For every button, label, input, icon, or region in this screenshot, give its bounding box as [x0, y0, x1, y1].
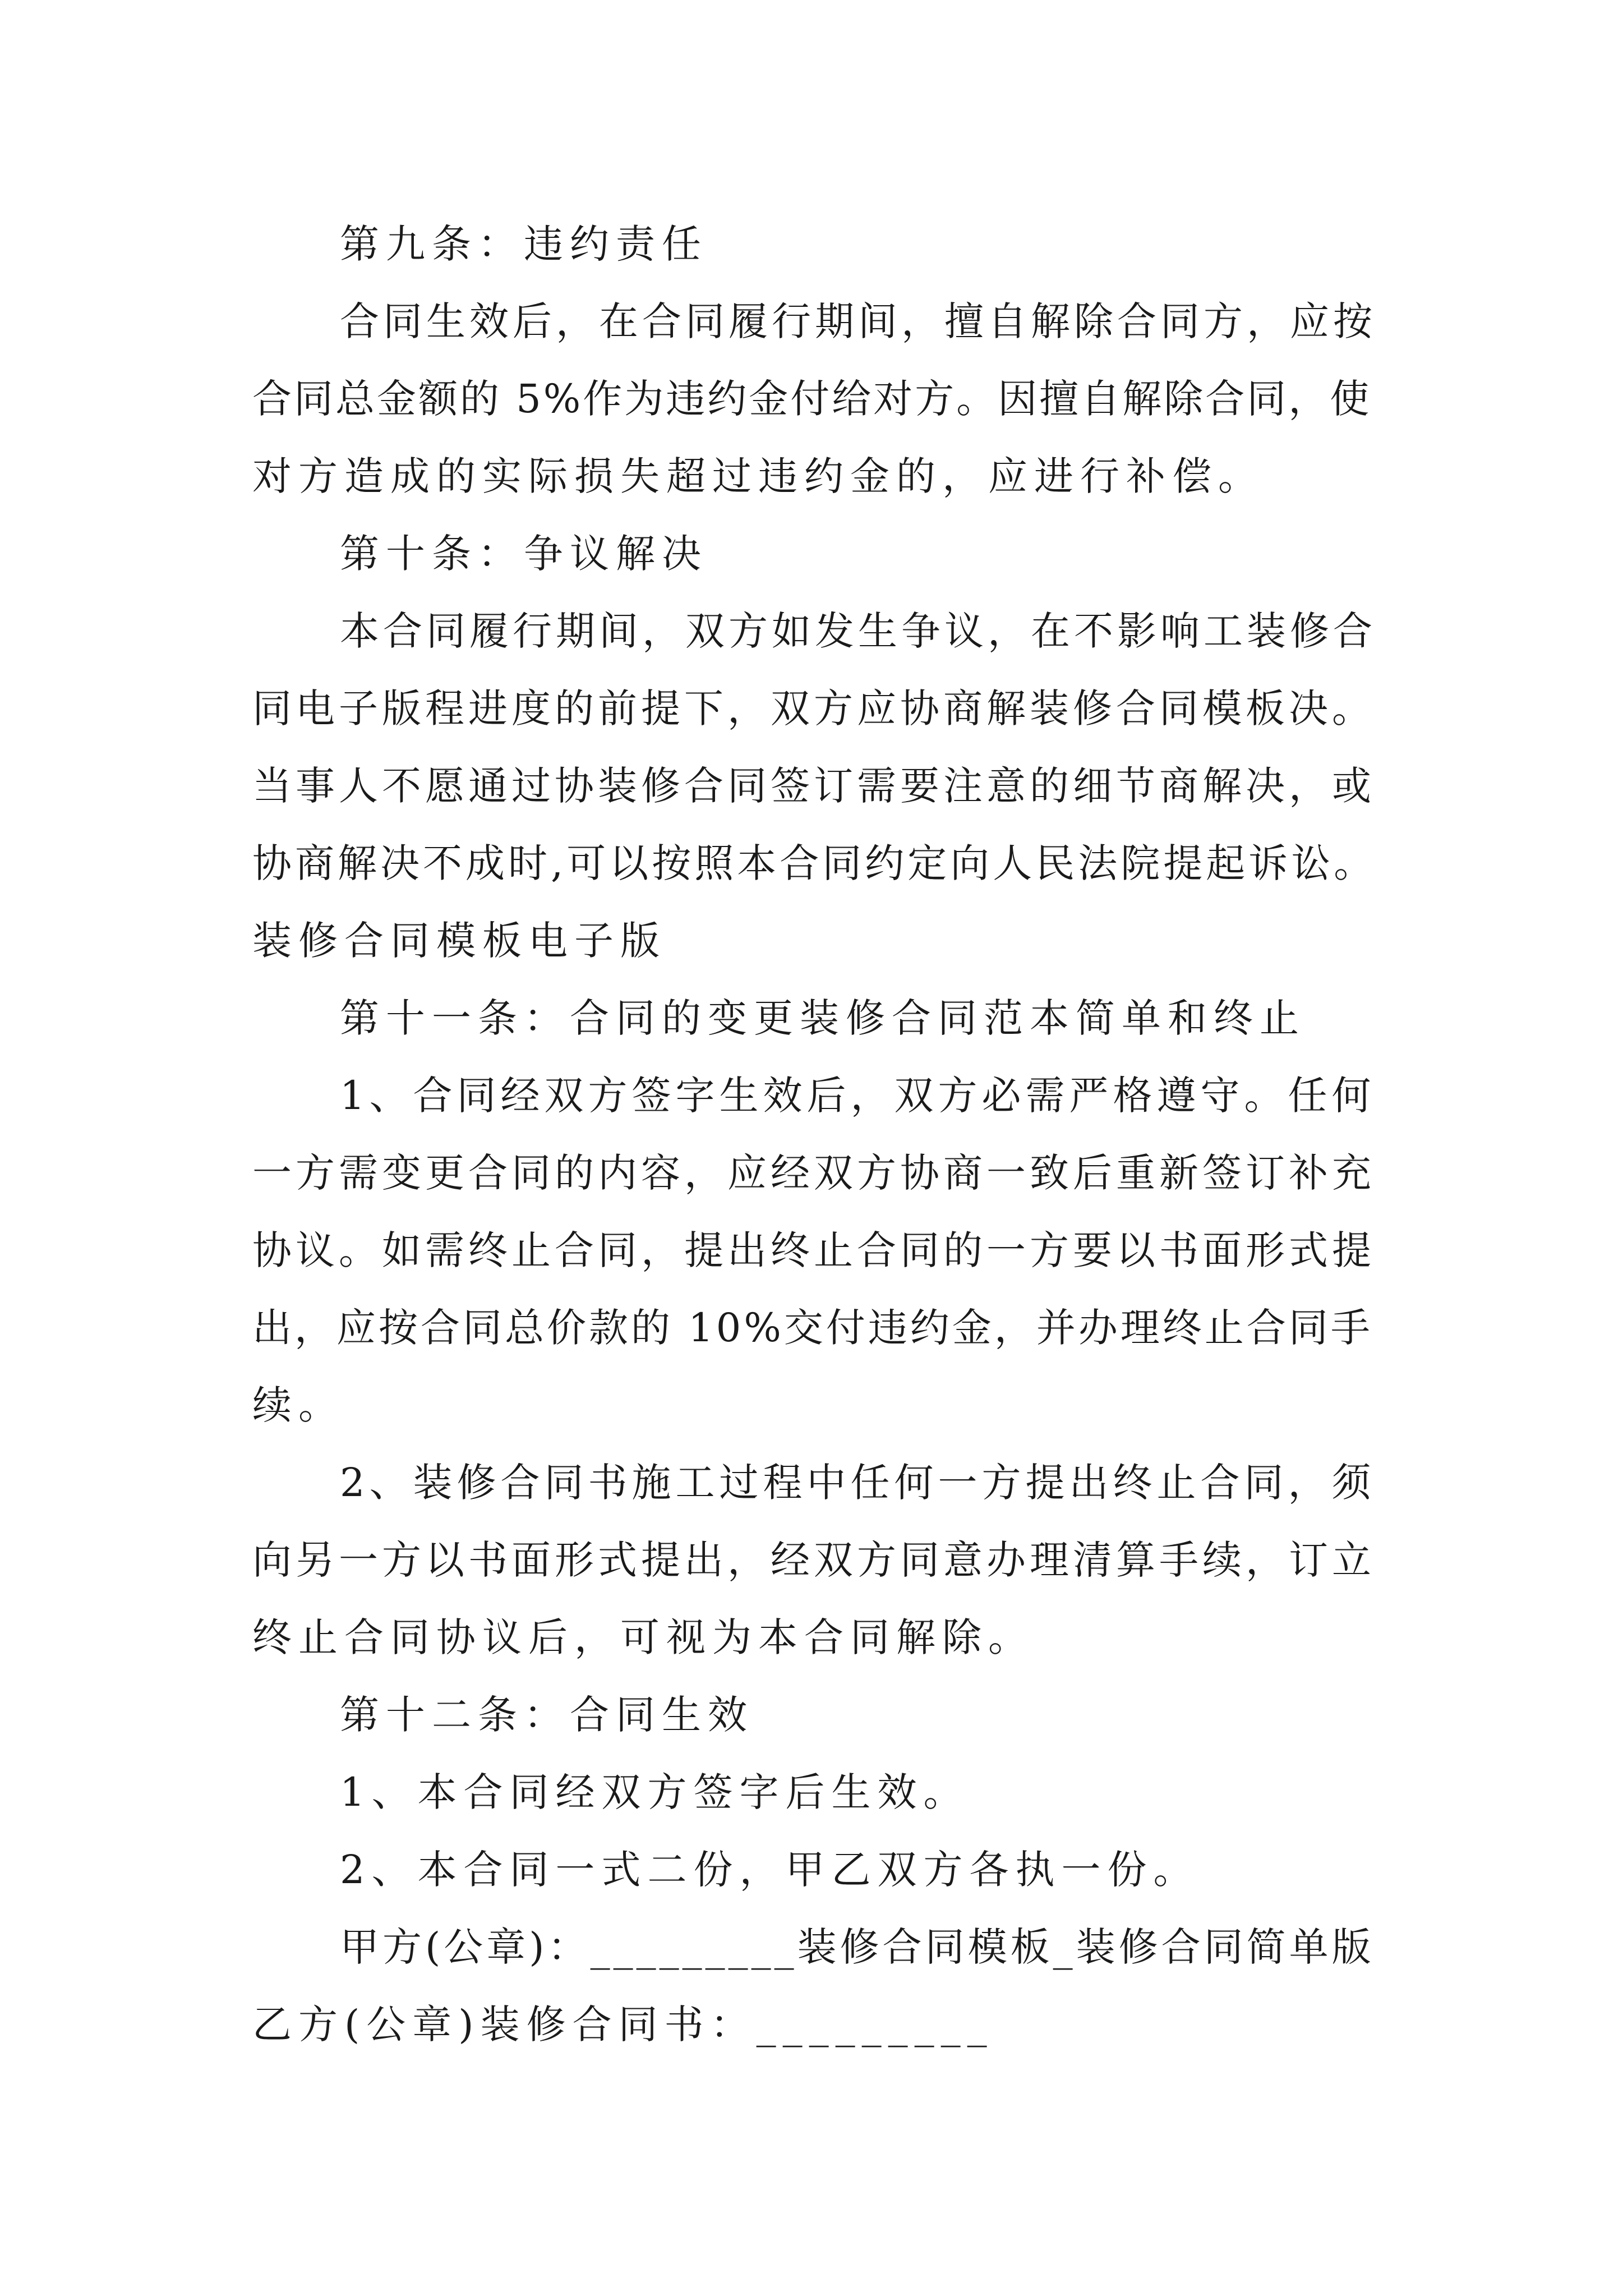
- paragraph-line: 装修合同模板电子版: [252, 918, 666, 964]
- paragraph-line: 出，应按合同总价款的 10%交付违约金，并办理终止合同手: [252, 1305, 1373, 1351]
- paragraph-line: 当事人不愿通过协装修合同签订需要注意的细节商解决，或: [252, 763, 1375, 809]
- article-12-heading: 第十二条：合同生效: [340, 1692, 754, 1738]
- paragraph-line: 协商解决不成时,可以按照本合同约定向人民法院提起诉讼。: [252, 840, 1377, 886]
- article-10-heading: 第十条：争议解决: [340, 531, 708, 577]
- paragraph-line: 续。: [252, 1382, 344, 1428]
- article-11-heading: 第十一条：合同的变更装修合同范本简单和终止: [340, 995, 1306, 1041]
- article-9-heading: 第九条：违约责任: [340, 221, 708, 267]
- paragraph-line: 同电子版程进度的前提下，双方应协商解装修合同模板决。: [252, 685, 1375, 731]
- paragraph-line: 合同生效后，在合同履行期间，擅自解除合同方，应按: [340, 298, 1376, 344]
- paragraph-line: 2、装修合同书施工过程中任何一方提出终止合同，须: [340, 1460, 1376, 1506]
- party-b-signature-line: 乙方(公章)装修合同书：_________: [252, 2001, 994, 2047]
- paragraph-line: 协议。如需终止合同，提出终止合同的一方要以书面形式提: [252, 1227, 1375, 1273]
- paragraph-line: 一方需变更合同的内容，应经双方协商一致后重新签订补充: [252, 1150, 1375, 1196]
- paragraph-line: 本合同履行期间，双方如发生争议，在不影响工装修合: [340, 608, 1376, 654]
- paragraph-line: 2、本合同一式二份，甲乙双方各执一份。: [340, 1847, 1200, 1893]
- paragraph-line: 1、合同经双方签字生效后，双方必需严格遵守。任何: [340, 1073, 1376, 1119]
- paragraph-line: 合同总金额的 5%作为违约金付给对方。因擅自解除合同，使: [252, 376, 1372, 422]
- party-a-signature-line: 甲方(公章)：_________装修合同模板_装修合同简单版: [340, 1924, 1375, 1970]
- paragraph-line: 向另一方以书面形式提出，经双方同意办理清算手续，订立: [252, 1537, 1375, 1583]
- paragraph-line: 终止合同协议后，可视为本合同解除。: [252, 1614, 1034, 1660]
- paragraph-line: 对方造成的实际损失超过违约金的，应进行补偿。: [252, 453, 1264, 499]
- paragraph-line: 1、本合同经双方签字后生效。: [340, 1769, 970, 1815]
